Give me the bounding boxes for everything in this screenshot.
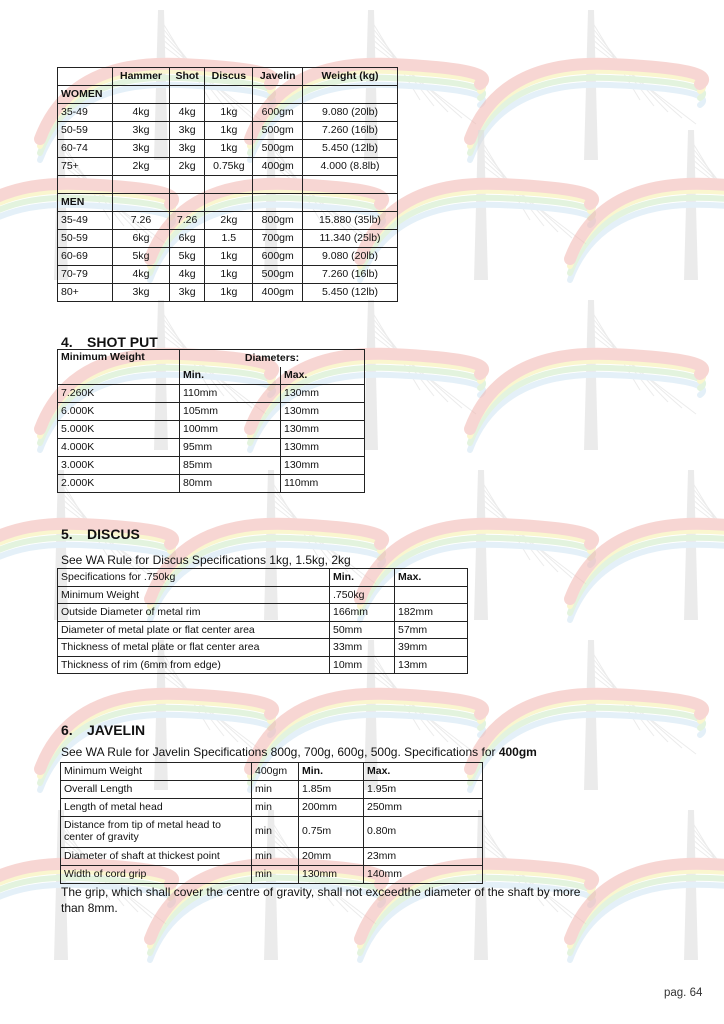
javelin-intro-text: See WA Rule for Javelin Specifications 800g, 700g, 600g, 500g. Specifications for bbox=[61, 745, 499, 759]
table-row bbox=[61, 848, 483, 866]
table-cell: 110mm bbox=[180, 385, 281, 403]
age-group-cell: 60-74 bbox=[58, 140, 113, 158]
table-cell: Width of cord grip bbox=[61, 866, 252, 884]
table-row bbox=[58, 230, 398, 248]
age-group-cell: 75+ bbox=[58, 158, 113, 176]
empty-cell bbox=[303, 86, 398, 104]
empty-cell bbox=[205, 194, 253, 212]
table-cell: 105mm bbox=[180, 403, 281, 421]
age-group-cell: 35-49 bbox=[58, 212, 113, 230]
table-cell: 700gm bbox=[253, 230, 303, 248]
page-number: pag. 64 bbox=[664, 987, 703, 999]
table-cell: 1kg bbox=[205, 266, 253, 284]
empty-cell bbox=[303, 176, 398, 194]
table-cell: 130mm bbox=[281, 457, 365, 475]
table-cell: 4.000 (8.8lb) bbox=[303, 158, 398, 176]
discus-table bbox=[57, 568, 468, 674]
table-cell: 39mm bbox=[395, 639, 468, 657]
table-cell: min bbox=[252, 848, 299, 866]
table-cell: 182mm bbox=[395, 604, 468, 622]
table-cell: 2kg bbox=[170, 158, 205, 176]
table-row bbox=[58, 421, 365, 439]
min-header: Min. bbox=[180, 367, 281, 385]
javelin-note: The grip, which shall cover the centre of gravity, shall not exceedthe diameter of the shaft by more than 8mm. bbox=[61, 885, 581, 915]
table-cell: 4kg bbox=[170, 104, 205, 122]
empty-cell bbox=[253, 194, 303, 212]
empty-cell bbox=[253, 176, 303, 194]
table-row bbox=[58, 284, 398, 302]
table-cell: 7.260 (16lb) bbox=[303, 266, 398, 284]
table-row bbox=[61, 866, 483, 884]
min-weight-header: Minimum Weight bbox=[61, 763, 252, 781]
table-cell: 50mm bbox=[330, 621, 395, 639]
javelin-table bbox=[60, 762, 483, 884]
table-cell: 13mm bbox=[395, 656, 468, 674]
table-row bbox=[58, 140, 398, 158]
max-header: Max. bbox=[364, 763, 483, 781]
table-cell: 9.080 (20lb) bbox=[303, 104, 398, 122]
group-row bbox=[58, 194, 398, 212]
table-cell: .750kg bbox=[330, 586, 395, 604]
table-row bbox=[58, 158, 398, 176]
table-cell: 15.880 (35lb) bbox=[303, 212, 398, 230]
age-group-cell: 80+ bbox=[58, 284, 113, 302]
table-row bbox=[58, 639, 468, 657]
discus-intro: See WA Rule for Discus Specifications 1kg, 1.5kg, 2kg bbox=[61, 553, 351, 567]
table-cell: 1.95m bbox=[364, 781, 483, 799]
header-cell: Hammer bbox=[113, 68, 170, 86]
table-row bbox=[58, 475, 365, 493]
table-row bbox=[58, 604, 468, 622]
table-cell: Distance from tip of metal head to center of gravity bbox=[61, 817, 252, 848]
section-title: SHOT PUT bbox=[87, 334, 158, 350]
section-number: 6. bbox=[61, 722, 73, 738]
header-cell bbox=[58, 68, 113, 86]
header-cell: Shot bbox=[170, 68, 205, 86]
max-header: Max. bbox=[395, 569, 468, 587]
weights-table-header bbox=[58, 68, 398, 86]
max-header: Max. bbox=[281, 367, 365, 385]
table-cell: 80mm bbox=[180, 475, 281, 493]
table-cell: 3kg bbox=[113, 122, 170, 140]
table-cell: 140mm bbox=[364, 866, 483, 884]
min-weight-header: Minimum Weight bbox=[58, 350, 180, 385]
table-cell: 10mm bbox=[330, 656, 395, 674]
javelin-intro bbox=[61, 745, 537, 759]
header-cell: Javelin bbox=[253, 68, 303, 86]
table-cell: Overall Length bbox=[61, 781, 252, 799]
table-cell: 6kg bbox=[170, 230, 205, 248]
age-group-cell: 50-59 bbox=[58, 122, 113, 140]
table-row bbox=[58, 212, 398, 230]
table-cell: 0.80m bbox=[364, 817, 483, 848]
table-cell: 200mm bbox=[299, 799, 364, 817]
table-cell: min bbox=[252, 817, 299, 848]
age-group-cell: 60-69 bbox=[58, 248, 113, 266]
javelin-heading bbox=[61, 722, 145, 738]
discus-heading bbox=[61, 526, 140, 542]
table-cell: 600gm bbox=[253, 104, 303, 122]
empty-cell bbox=[205, 86, 253, 104]
table-cell: 1kg bbox=[205, 140, 253, 158]
table-cell: Thickness of rim (6mm from edge) bbox=[58, 656, 330, 674]
table-cell: 2.000K bbox=[58, 475, 180, 493]
section-number: 5. bbox=[61, 526, 73, 542]
table-cell: 130mm bbox=[281, 403, 365, 421]
table-cell: 5.450 (12lb) bbox=[303, 284, 398, 302]
age-group-cell: 70-79 bbox=[58, 266, 113, 284]
table-cell: 4kg bbox=[113, 266, 170, 284]
table-cell: 400gm bbox=[253, 158, 303, 176]
group-row bbox=[58, 86, 398, 104]
table-cell: 5kg bbox=[170, 248, 205, 266]
shot-put-table bbox=[57, 349, 365, 493]
table-cell: 3kg bbox=[113, 284, 170, 302]
table-row bbox=[61, 799, 483, 817]
table-cell: 3kg bbox=[170, 122, 205, 140]
table-cell: 57mm bbox=[395, 621, 468, 639]
table-row bbox=[58, 621, 468, 639]
table-cell: 130mm bbox=[281, 385, 365, 403]
table-cell: 800gm bbox=[253, 212, 303, 230]
table-row bbox=[58, 403, 365, 421]
spec-header: Specifications for .750kg bbox=[58, 569, 330, 587]
javelin-intro-bold: 400gm bbox=[498, 745, 537, 759]
empty-cell bbox=[170, 194, 205, 212]
table-cell: 5kg bbox=[113, 248, 170, 266]
table-cell: 33mm bbox=[330, 639, 395, 657]
table-row bbox=[58, 385, 365, 403]
section-number: 4. bbox=[61, 334, 73, 350]
table-cell: Length of metal head bbox=[61, 799, 252, 817]
diameters-header: Diameters: bbox=[180, 350, 365, 368]
table-cell: 4.000K bbox=[58, 439, 180, 457]
empty-cell bbox=[113, 86, 170, 104]
empty-cell bbox=[170, 176, 205, 194]
table-cell: 2kg bbox=[113, 158, 170, 176]
table-cell: 1kg bbox=[205, 104, 253, 122]
table-row bbox=[58, 439, 365, 457]
table-cell: 2kg bbox=[205, 212, 253, 230]
table-cell: 500gm bbox=[253, 140, 303, 158]
table-cell: 85mm bbox=[180, 457, 281, 475]
header-cell: Discus bbox=[205, 68, 253, 86]
table-row bbox=[61, 781, 483, 799]
table-cell: 500gm bbox=[253, 266, 303, 284]
section-title: DISCUS bbox=[87, 526, 140, 542]
table-cell: 1kg bbox=[205, 122, 253, 140]
min-header: Min. bbox=[330, 569, 395, 587]
table-row bbox=[58, 248, 398, 266]
table-cell: 600gm bbox=[253, 248, 303, 266]
table-cell: Minimum Weight bbox=[58, 586, 330, 604]
empty-cell bbox=[253, 86, 303, 104]
table-row bbox=[58, 586, 468, 604]
table-cell: 9.080 (20lb) bbox=[303, 248, 398, 266]
group-label: MEN bbox=[58, 194, 113, 212]
table-cell: min bbox=[252, 781, 299, 799]
header-cell: Weight (kg) bbox=[303, 68, 398, 86]
table-cell: Diameter of metal plate or flat center area bbox=[58, 621, 330, 639]
table-cell: 6kg bbox=[113, 230, 170, 248]
table-cell: 250mm bbox=[364, 799, 483, 817]
table-cell: 400gm bbox=[253, 284, 303, 302]
table-cell: Thickness of metal plate or flat center area bbox=[58, 639, 330, 657]
table-cell: 5.000K bbox=[58, 421, 180, 439]
shot-put-heading bbox=[61, 334, 158, 350]
table-cell: 5.450 (12lb) bbox=[303, 140, 398, 158]
table-cell: 23mm bbox=[364, 848, 483, 866]
empty-cell bbox=[205, 176, 253, 194]
table-cell: 0.75kg bbox=[205, 158, 253, 176]
weights-table bbox=[57, 67, 398, 302]
table-cell: 0.75m bbox=[299, 817, 364, 848]
table-cell: 130mm bbox=[281, 421, 365, 439]
table-cell: 95mm bbox=[180, 439, 281, 457]
age-group-cell: 50-59 bbox=[58, 230, 113, 248]
min-header: Min. bbox=[299, 763, 364, 781]
table-cell: 100mm bbox=[180, 421, 281, 439]
table-cell: 7.260K bbox=[58, 385, 180, 403]
table-cell: min bbox=[252, 799, 299, 817]
section-title: JAVELIN bbox=[87, 722, 146, 738]
table-cell: 130mm bbox=[281, 439, 365, 457]
table-row bbox=[58, 104, 398, 122]
empty-cell bbox=[170, 86, 205, 104]
table-cell: 1kg bbox=[205, 284, 253, 302]
table-cell: 3kg bbox=[170, 140, 205, 158]
table-cell: 1kg bbox=[205, 248, 253, 266]
empty-cell bbox=[113, 194, 170, 212]
age-group-cell: 35-49 bbox=[58, 104, 113, 122]
table-cell: 20mm bbox=[299, 848, 364, 866]
table-cell: 7.26 bbox=[113, 212, 170, 230]
table-cell: 1.85m bbox=[299, 781, 364, 799]
table-cell bbox=[395, 586, 468, 604]
table-cell: 3.000K bbox=[58, 457, 180, 475]
table-cell: 6.000K bbox=[58, 403, 180, 421]
table-cell: 4kg bbox=[113, 104, 170, 122]
table-cell: Diameter of shaft at thickest point bbox=[61, 848, 252, 866]
table-row bbox=[58, 266, 398, 284]
table-row bbox=[61, 817, 483, 848]
table-cell: min bbox=[252, 866, 299, 884]
table-cell: 500gm bbox=[253, 122, 303, 140]
table-cell: Outside Diameter of metal rim bbox=[58, 604, 330, 622]
table-cell: 166mm bbox=[330, 604, 395, 622]
table-cell: 1.5 bbox=[205, 230, 253, 248]
table-cell: 4kg bbox=[170, 266, 205, 284]
empty-cell bbox=[303, 194, 398, 212]
empty-cell bbox=[113, 176, 170, 194]
table-cell: 7.260 (16lb) bbox=[303, 122, 398, 140]
table-cell: 7.26 bbox=[170, 212, 205, 230]
table-cell: 110mm bbox=[281, 475, 365, 493]
table-row bbox=[58, 656, 468, 674]
empty-cell bbox=[58, 176, 113, 194]
weight-value: 400gm bbox=[252, 763, 299, 781]
table-cell: 3kg bbox=[113, 140, 170, 158]
table-cell: 3kg bbox=[170, 284, 205, 302]
table-cell: 11.340 (25lb) bbox=[303, 230, 398, 248]
table-cell: 130mm bbox=[299, 866, 364, 884]
table-row bbox=[58, 122, 398, 140]
spacer-row bbox=[58, 176, 398, 194]
group-label: WOMEN bbox=[58, 86, 113, 104]
table-row bbox=[58, 457, 365, 475]
